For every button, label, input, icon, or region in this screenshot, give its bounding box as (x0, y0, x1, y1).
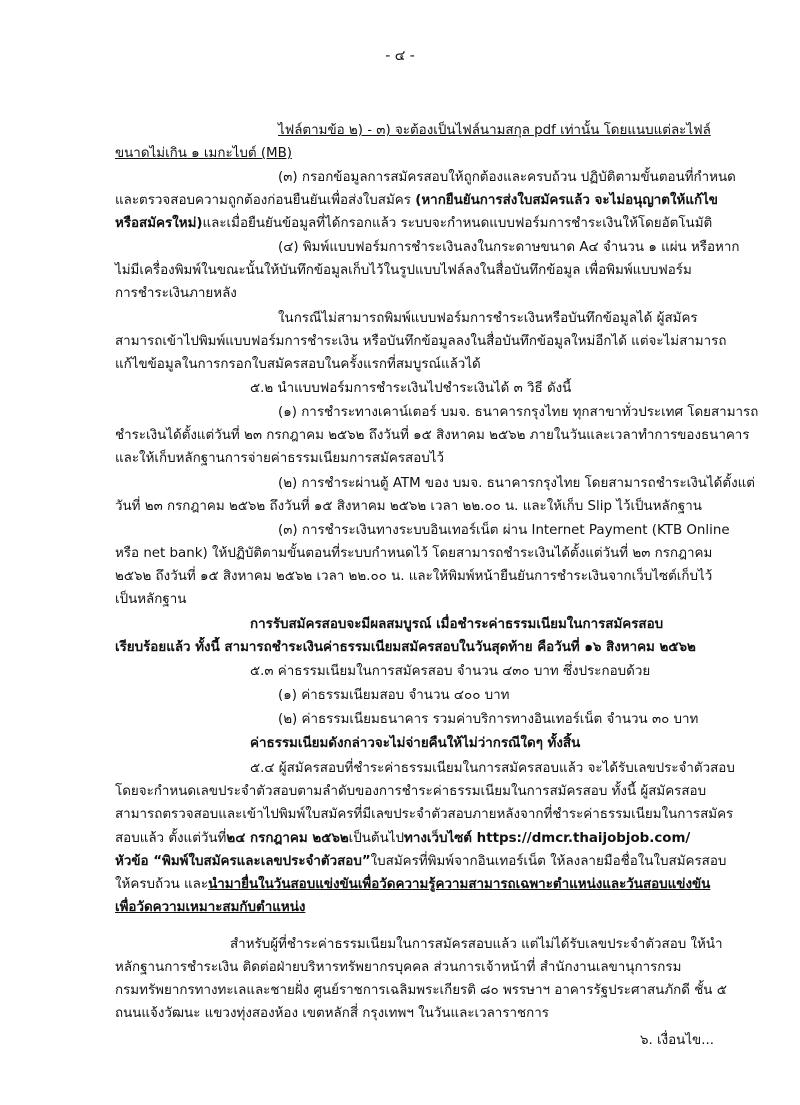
text-line: หรือ net bank) ให้ปฏิบัติตามขั้นตอนที่ระบบกำหนดไว้ โดยสามารถชำระเงินได้ตั้งแต่วันที่ ๒๓ กรกฎาคม (115, 546, 713, 561)
text-line: การชำระเงินภายหลัง (115, 286, 237, 301)
bold-text: หรือสมัครใหม่) (115, 216, 203, 231)
underlined-text: ขนาดไม่เกิน ๑ เมกะไบต์ (MB) (115, 146, 293, 161)
text-line: เป็นหลักฐาน (115, 592, 187, 607)
text-line: สามารถเข้าไปพิมพ์แบบฟอร์มการชำระเงิน หรือบันทึกข้อมูลลงในสื่อบันทึกข้อมูลใหม่อีกได้ แต่จะไม่สามารถ (115, 334, 727, 349)
text-line: แก้ไขข้อมูลในการกรอกใบสมัครสอบในครั้งแรกที่สมบูรณ์แล้วได้ (115, 357, 481, 372)
bold-notice-line (0, 614, 800, 636)
section-heading-5-4: ๕.๔ ผู้สมัครสอบที่ชำระค่าธรรมเนียมในการสมัครสอบแล้ว จะได้รับเลขประจำตัวสอบ (250, 761, 735, 776)
text-line: กรมทรัพยากรทางทะเลและชายฝั่ง ศูนย์ราชการเฉลิมพระเกียรติ ๘๐ พรรษาฯ อาคารรัฐประศาสนภักดี ชั้น ๕ (115, 983, 727, 998)
website-text: ทางเว็บไซต์ https://dmcr.thaijobjob.com/ (404, 831, 691, 846)
text-line: และตรวจสอบความถูกต้องก่อนยืนยันเพื่อส่งใบสมัคร (หากยืนยันการส่งใบสมัครแล้ว จะไม่อนุญาตให้แก้ไข (115, 193, 718, 208)
text-line (0, 143, 800, 165)
text-line: ชำระเงินได้ตั้งแต่วันที่ ๒๓ กรกฎาคม ๒๕๖๒ ถึงวันที่ ๑๕ สิงหาคม ๒๕๖๒ ภายในวันและเวลาทำการของธนาคาร (115, 428, 750, 443)
bold-notice-line (0, 637, 800, 659)
bold-text: ๒๔ กรกฎาคม ๒๕๖๒ (226, 831, 349, 846)
text-line: และให้เก็บหลักฐานการจ่ายค่าธรรมเนียมการสมัครสอบไว้ (115, 451, 445, 466)
bold-text: ค่าธรรมเนียมดังกล่าวจะไม่จ่ายคืนให้ไม่ว่ากรณีใดๆ ทั้งสิ้น (250, 736, 581, 751)
continued-marker: ๖. เงื่อนไข... (640, 1033, 714, 1048)
text-line: หรือสมัครใหม่)และเมื่อยืนยันข้อมูลที่ได้กรอกแล้ว ระบบจะกำหนดแบบฟอร์มการชำระเงินให้โดยอัตโนมัติ (115, 216, 713, 231)
page-number: - ๔ - (385, 48, 415, 64)
bold-text: (หากยืนยันการส่งใบสมัครแล้ว จะไม่อนุญาตให้แก้ไข (415, 193, 718, 208)
text-line: (๑) การชำระทางเคาน์เตอร์ บมจ. ธนาคารกรุงไทย ทุกสาขาทั่วประเทศ โดยสามารถ (278, 405, 759, 420)
text-line: สอบแล้ว ตั้งแต่วันที่๒๔ กรกฎาคม ๒๕๖๒เป็นต้นไปทางเว็บไซต์ https://dmcr.thaijobjob.com/ (115, 831, 691, 846)
underlined-text: ไฟล์ตามข้อ ๒) - ๓) จะต้องเป็นไฟล์นามสกุล pdf เท่านั้น โดยแนบแต่ละไฟล์ (278, 123, 711, 138)
bold-text: เรียบร้อยแล้ว ทั้งนี้ สามารถชำระเงินค่าธรรมเนียมสมัครสอบในวันสุดท้าย คือวันที่ ๑๖ สิงหาคม ๒๕๖๒ (115, 640, 696, 655)
section-heading-5-3: ๕.๓ ค่าธรรมเนียมในการสมัครสอบ จำนวน ๔๓๐ บาท ซึ่งประกอบด้วย (250, 664, 651, 679)
text-line: วันที่ ๒๓ กรกฎาคม ๒๕๖๒ ถึงวันที่ ๑๕ สิงหาคม ๒๕๖๒ เวลา ๒๒.๐๐ น. และให้เก็บ Slip ไว้เป็นหลักฐาน (115, 499, 702, 514)
fee-item: (๒) ค่าธรรมเนียมธนาคาร รวมค่าบริการทางอินเทอร์เน็ต จำนวน ๓๐ บาท (278, 712, 699, 727)
text-line (0, 897, 800, 919)
text-line: โดยจะกำหนดเลขประจำตัวสอบตามลำดับของการชำระค่าธรรมเนียมในการสมัครสอบ ทั้งนี้ ผู้สมัครสอบ (115, 784, 707, 799)
nonrefund-note (0, 733, 800, 755)
text-line: ให้ครบถ้วน และนำมายื่นในวันสอบแข่งขันเพื่อวัดความรู้ความสามารถเฉพาะตำแหน่งและวันสอบแข่งขัน (115, 877, 711, 892)
text-line: (๒) การชำระผ่านตู้ ATM ของ บมจ. ธนาคารกรุงไทย โดยสามารถชำระเงินได้ตั้งแต่ (278, 476, 755, 491)
bold-underlined-text: นำมายื่นในวันสอบแข่งขันเพื่อวัดความรู้ความสามารถเฉพาะตำแหน่งและวันสอบแข่งขัน (208, 877, 711, 892)
text-line: สำหรับผู้ที่ชำระค่าธรรมเนียมในการสมัครสอบแล้ว แต่ไม่ได้รับเลขประจำตัวสอบ ให้นำ (230, 937, 723, 952)
bold-text: การรับสมัครสอบจะมีผลสมบูรณ์ เมื่อชำระค่าธรรมเนียมในการสมัครสอบ (250, 617, 664, 632)
text-line: ในกรณีไม่สามารถพิมพ์แบบฟอร์มการชำระเงินหรือบันทึกข้อมูลได้ ผู้สมัคร (278, 311, 698, 326)
fee-item: (๑) ค่าธรรมเนียมสอบ จำนวน ๔๐๐ บาท (278, 688, 510, 703)
text-line: ถนนแจ้งวัฒนะ แขวงทุ่งสองห้อง เขตหลักสี่ กรุงเทพฯ ในวันและเวลาราชการ (115, 1006, 549, 1021)
text-line: หลักฐานการชำระเงิน ติดต่อฝ่ายบริหารทรัพยากรบุคคล ส่วนการเจ้าหน้าที่ สำนักงานเลขานุการกรม (115, 960, 682, 975)
text-line: (๔) พิมพ์แบบฟอร์มการชำระเงินลงในกระดาษขนาด A๔ จำนวน ๑ แผ่น หรือหาก (278, 240, 740, 255)
section-heading-5-2: ๕.๒ นำแบบฟอร์มการชำระเงินไปชำระเงินได้ ๓ วิธี ดังนี้ (250, 381, 572, 396)
text-line: ๒๕๖๒ ถึงวันที่ ๑๕ สิงหาคม ๒๕๖๒ เวลา ๒๒.๐๐ น. และให้พิมพ์หน้ายืนยันการชำระเงินจากเว็บไซต์เก็บไว้ (115, 569, 713, 584)
bold-text: หัวข้อ “พิมพ์ใบสมัครและเลขประจำตัวสอบ” (115, 854, 371, 869)
bold-underlined-text: เพื่อวัดความเหมาะสมกับตำแหน่ง (115, 900, 306, 915)
text-line: ไม่มีเครื่องพิมพ์ในขณะนั้นให้บันทึกข้อมูลเก็บไว้ในรูปแบบไฟล์ลงในสื่อบันทึกข้อมูล เพื่อพิมพ์แบบฟอร์ม (115, 263, 692, 278)
text-line: (๓) การชำระเงินทางระบบอินเทอร์เน็ต ผ่าน Internet Payment (KTB Online (278, 523, 730, 538)
text-line: สามารถตรวจสอบและเข้าไปพิมพ์ใบสมัครที่มีเลขประจำตัวสอบภายหลังจากที่ชำระค่าธรรมเนียมในการสมัคร (115, 807, 734, 822)
text-line: หัวข้อ “พิมพ์ใบสมัครและเลขประจำตัวสอบ”ใบสมัครที่พิมพ์จากอินเทอร์เน็ต ให้ลงลายมือชื่อในใบสมัครสอบ (115, 854, 727, 869)
text-line (0, 120, 800, 142)
text-line: (๓) กรอกข้อมูลการสมัครสอบให้ถูกต้องและครบถ้วน ปฏิบัติตามขั้นตอนที่กำหนด (278, 170, 736, 185)
